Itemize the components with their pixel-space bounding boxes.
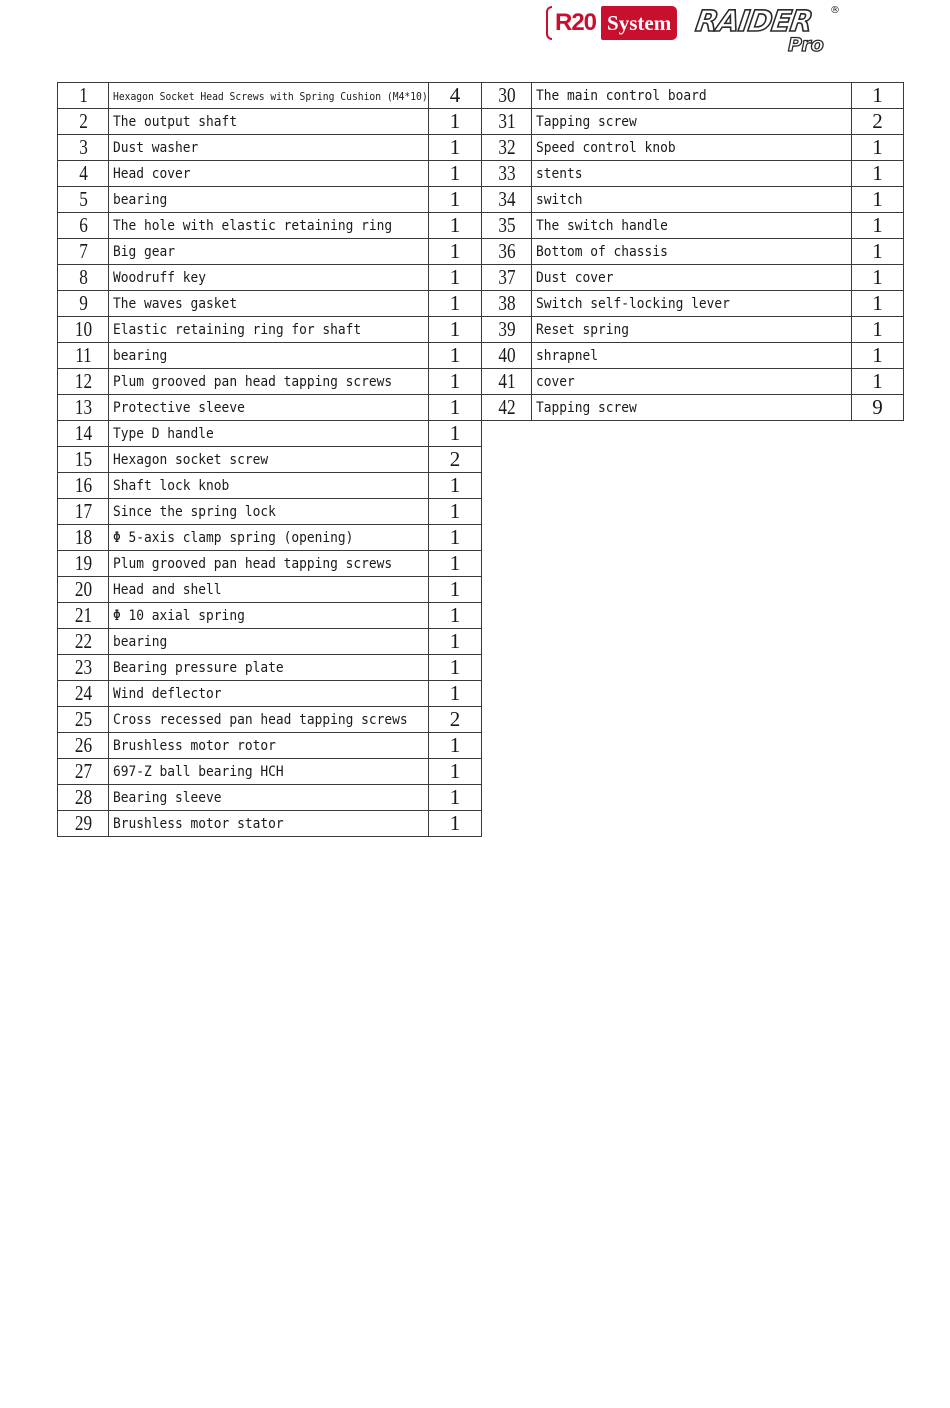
part-quantity: 1 xyxy=(429,785,482,811)
part-quantity: 1 xyxy=(429,343,482,369)
logo-system-text: System xyxy=(601,6,677,40)
part-number: 33 xyxy=(486,161,527,187)
part-name xyxy=(109,213,429,239)
part-name-text: The waves gasket xyxy=(113,295,238,312)
parts-row xyxy=(58,681,482,707)
parts-row xyxy=(58,577,482,603)
part-number: 8 xyxy=(62,265,104,291)
part-name xyxy=(109,447,429,473)
part-name xyxy=(109,395,429,421)
part-name xyxy=(532,395,852,421)
part-number: 6 xyxy=(62,213,104,239)
parts-row xyxy=(58,395,482,421)
part-name-text: Hexagon socket screw xyxy=(113,451,269,468)
part-number: 13 xyxy=(62,395,104,421)
part-quantity: 1 xyxy=(429,603,482,629)
part-quantity: 4 xyxy=(429,83,482,109)
parts-row xyxy=(482,135,904,161)
part-name-text: switch xyxy=(536,191,583,208)
part-quantity: 1 xyxy=(852,291,904,317)
part-name xyxy=(109,291,429,317)
part-number: 25 xyxy=(62,707,104,733)
part-name xyxy=(109,629,429,655)
part-quantity: 1 xyxy=(852,265,904,291)
part-number: 3 xyxy=(62,135,104,161)
part-name-text: Woodruff key xyxy=(113,269,207,286)
part-name-text: The output shaft xyxy=(113,113,238,130)
parts-row xyxy=(58,707,482,733)
part-number: 30 xyxy=(486,83,527,109)
part-name-text: Bottom of chassis xyxy=(536,243,668,260)
part-name xyxy=(109,187,429,213)
part-name-text: Bearing sleeve xyxy=(113,789,222,806)
part-name xyxy=(109,499,429,525)
part-name xyxy=(109,135,429,161)
parts-row xyxy=(58,785,482,811)
parts-row xyxy=(58,629,482,655)
part-name xyxy=(532,239,852,265)
parts-row xyxy=(58,525,482,551)
parts-row xyxy=(482,239,904,265)
parts-row xyxy=(482,395,904,421)
part-name xyxy=(109,525,429,551)
logo-pro-text: Pro xyxy=(788,34,824,56)
part-quantity: 1 xyxy=(429,655,482,681)
part-name-text: Since the spring lock xyxy=(113,503,276,520)
part-name-text: Plum grooved pan head tapping screws xyxy=(113,555,393,572)
part-number: 40 xyxy=(486,343,527,369)
part-name-text: Head and shell xyxy=(113,581,222,598)
part-name xyxy=(109,681,429,707)
part-name xyxy=(109,161,429,187)
part-number: 16 xyxy=(62,473,104,499)
parts-row xyxy=(58,343,482,369)
part-quantity: 1 xyxy=(429,499,482,525)
part-name-text: cover xyxy=(536,373,575,390)
part-name-text: Shaft lock knob xyxy=(113,477,230,494)
part-name-text: Elastic retaining ring for shaft xyxy=(113,321,362,338)
parts-row xyxy=(58,265,482,291)
part-name xyxy=(109,265,429,291)
part-name xyxy=(109,317,429,343)
part-quantity: 1 xyxy=(852,317,904,343)
r20-system-logo xyxy=(546,6,677,40)
raider-pro-logo xyxy=(693,4,846,56)
parts-row xyxy=(482,213,904,239)
parts-row xyxy=(482,161,904,187)
part-name-text: Bearing pressure plate xyxy=(113,659,284,676)
part-name xyxy=(109,655,429,681)
parts-row xyxy=(58,317,482,343)
part-quantity: 1 xyxy=(852,135,904,161)
part-name xyxy=(109,759,429,785)
part-quantity: 1 xyxy=(429,369,482,395)
part-quantity: 1 xyxy=(429,109,482,135)
part-name-text: Plum grooved pan head tapping screws xyxy=(113,373,393,390)
part-name-text: Dust washer xyxy=(113,139,199,156)
part-quantity: 1 xyxy=(429,551,482,577)
parts-table-right-body xyxy=(482,83,904,421)
parts-row xyxy=(58,109,482,135)
part-number: 2 xyxy=(62,109,104,135)
registered-mark: ® xyxy=(830,5,840,16)
part-number: 31 xyxy=(486,109,527,135)
parts-row xyxy=(58,447,482,473)
parts-table-left-body xyxy=(58,83,482,837)
part-name-text: Hexagon Socket Head Screws with Spring Cushion (M4*10) xyxy=(113,89,428,103)
part-name-text: 697-Z ball bearing HCH xyxy=(113,763,284,780)
part-number: 34 xyxy=(486,187,527,213)
parts-row xyxy=(482,291,904,317)
part-name-text: Switch self-locking lever xyxy=(536,295,730,312)
part-quantity: 1 xyxy=(852,239,904,265)
part-name xyxy=(532,161,852,187)
part-number: 4 xyxy=(62,161,104,187)
part-quantity: 2 xyxy=(429,447,482,473)
part-name xyxy=(109,369,429,395)
parts-row xyxy=(482,343,904,369)
parts-row xyxy=(58,655,482,681)
logo-raider-text: RAIDER xyxy=(693,4,815,38)
part-quantity: 1 xyxy=(429,135,482,161)
part-name-text: bearing xyxy=(113,633,168,650)
part-number: 14 xyxy=(62,421,104,447)
parts-row xyxy=(58,603,482,629)
part-name xyxy=(532,213,852,239)
parts-row xyxy=(482,369,904,395)
part-name-text: The switch handle xyxy=(536,217,668,234)
part-name-text: Wind deflector xyxy=(113,685,222,702)
part-name-text: Big gear xyxy=(113,243,176,260)
part-name-text: The hole with elastic retaining ring xyxy=(113,217,393,234)
part-name-text: Cross recessed pan head tapping screws xyxy=(113,711,408,728)
part-number: 15 xyxy=(62,447,104,473)
parts-row xyxy=(482,317,904,343)
part-quantity: 1 xyxy=(429,577,482,603)
part-number: 38 xyxy=(486,291,527,317)
part-quantity: 1 xyxy=(852,369,904,395)
part-name-text: Brushless motor stator xyxy=(113,815,284,832)
part-quantity: 1 xyxy=(429,291,482,317)
parts-row xyxy=(58,473,482,499)
parts-row xyxy=(482,187,904,213)
part-quantity: 1 xyxy=(429,265,482,291)
part-name xyxy=(109,733,429,759)
part-number: 21 xyxy=(62,603,104,629)
part-name xyxy=(532,291,852,317)
part-name-text: Head cover xyxy=(113,165,191,182)
part-number: 42 xyxy=(486,395,527,421)
part-name-text: Reset spring xyxy=(536,321,630,338)
part-number: 26 xyxy=(62,733,104,759)
part-name-text: Dust cover xyxy=(536,269,614,286)
parts-row xyxy=(58,291,482,317)
part-name xyxy=(109,603,429,629)
part-number: 29 xyxy=(62,811,104,837)
part-name-text: Protective sleeve xyxy=(113,399,245,416)
part-name xyxy=(109,785,429,811)
part-name-text: Brushless motor rotor xyxy=(113,737,276,754)
part-number: 35 xyxy=(486,213,527,239)
part-name xyxy=(532,369,852,395)
part-name-text: The main control board xyxy=(536,87,707,104)
part-number: 11 xyxy=(62,343,104,369)
parts-row xyxy=(58,551,482,577)
part-number: 22 xyxy=(62,629,104,655)
part-number: 37 xyxy=(486,265,527,291)
part-quantity: 1 xyxy=(852,161,904,187)
part-number: 12 xyxy=(62,369,104,395)
part-number: 24 xyxy=(62,681,104,707)
part-number: 32 xyxy=(486,135,527,161)
part-number: 28 xyxy=(62,785,104,811)
part-name-text: Φ 10 axial spring xyxy=(113,607,245,624)
part-quantity: 1 xyxy=(852,343,904,369)
parts-row xyxy=(482,265,904,291)
part-name-text: Speed control knob xyxy=(536,139,676,156)
part-quantity: 1 xyxy=(429,811,482,837)
part-quantity: 1 xyxy=(852,213,904,239)
parts-row xyxy=(58,369,482,395)
part-quantity: 1 xyxy=(429,759,482,785)
part-name xyxy=(532,317,852,343)
part-name xyxy=(532,135,852,161)
part-quantity: 1 xyxy=(852,83,904,109)
parts-row xyxy=(58,499,482,525)
part-name xyxy=(532,265,852,291)
parts-row xyxy=(58,213,482,239)
part-name xyxy=(109,109,429,135)
parts-row xyxy=(482,109,904,135)
part-number: 19 xyxy=(62,551,104,577)
part-quantity: 1 xyxy=(429,239,482,265)
part-number: 20 xyxy=(62,577,104,603)
parts-row xyxy=(482,83,904,109)
part-quantity: 1 xyxy=(429,733,482,759)
part-name xyxy=(109,83,429,109)
part-number: 27 xyxy=(62,759,104,785)
part-name-text: bearing xyxy=(113,347,168,364)
parts-row xyxy=(58,759,482,785)
part-name xyxy=(109,551,429,577)
part-name xyxy=(109,811,429,837)
part-quantity: 1 xyxy=(852,187,904,213)
parts-row xyxy=(58,83,482,109)
part-quantity: 1 xyxy=(429,317,482,343)
part-quantity: 9 xyxy=(852,395,904,421)
part-quantity: 1 xyxy=(429,395,482,421)
part-number: 7 xyxy=(62,239,104,265)
parts-row xyxy=(58,161,482,187)
parts-table-left xyxy=(57,82,482,837)
part-name xyxy=(532,187,852,213)
part-name-text: shrapnel xyxy=(536,347,599,364)
part-name xyxy=(109,577,429,603)
parts-table-right xyxy=(481,82,904,421)
part-quantity: 1 xyxy=(429,681,482,707)
part-name-text: Φ 5-axis clamp spring (opening) xyxy=(113,529,354,546)
part-quantity: 1 xyxy=(429,187,482,213)
part-number: 5 xyxy=(62,187,104,213)
part-name-text: Type D handle xyxy=(113,425,214,442)
part-name-text: Tapping screw xyxy=(536,113,637,130)
part-number: 10 xyxy=(62,317,104,343)
parts-row xyxy=(58,733,482,759)
part-name xyxy=(532,83,852,109)
parts-row xyxy=(58,421,482,447)
parts-row xyxy=(58,135,482,161)
part-name xyxy=(109,707,429,733)
part-quantity: 2 xyxy=(429,707,482,733)
part-name xyxy=(532,343,852,369)
part-number: 41 xyxy=(486,369,527,395)
part-number: 23 xyxy=(62,655,104,681)
part-number: 17 xyxy=(62,499,104,525)
part-name-text: stents xyxy=(536,165,583,182)
parts-row xyxy=(58,239,482,265)
part-number: 36 xyxy=(486,239,527,265)
part-name xyxy=(109,473,429,499)
part-number: 18 xyxy=(62,525,104,551)
logo-r20-text: R20 xyxy=(555,9,597,36)
part-number: 39 xyxy=(486,317,527,343)
part-number: 1 xyxy=(62,83,104,109)
parts-row xyxy=(58,187,482,213)
part-quantity: 1 xyxy=(429,213,482,239)
part-name xyxy=(109,421,429,447)
part-name xyxy=(109,239,429,265)
part-quantity: 1 xyxy=(429,525,482,551)
part-quantity: 2 xyxy=(852,109,904,135)
part-name-text: Tapping screw xyxy=(536,399,637,416)
part-name-text: bearing xyxy=(113,191,168,208)
part-name xyxy=(109,343,429,369)
part-quantity: 1 xyxy=(429,629,482,655)
part-number: 9 xyxy=(62,291,104,317)
part-quantity: 1 xyxy=(429,421,482,447)
part-quantity: 1 xyxy=(429,473,482,499)
parts-row xyxy=(58,811,482,837)
part-quantity: 1 xyxy=(429,161,482,187)
part-name xyxy=(532,109,852,135)
